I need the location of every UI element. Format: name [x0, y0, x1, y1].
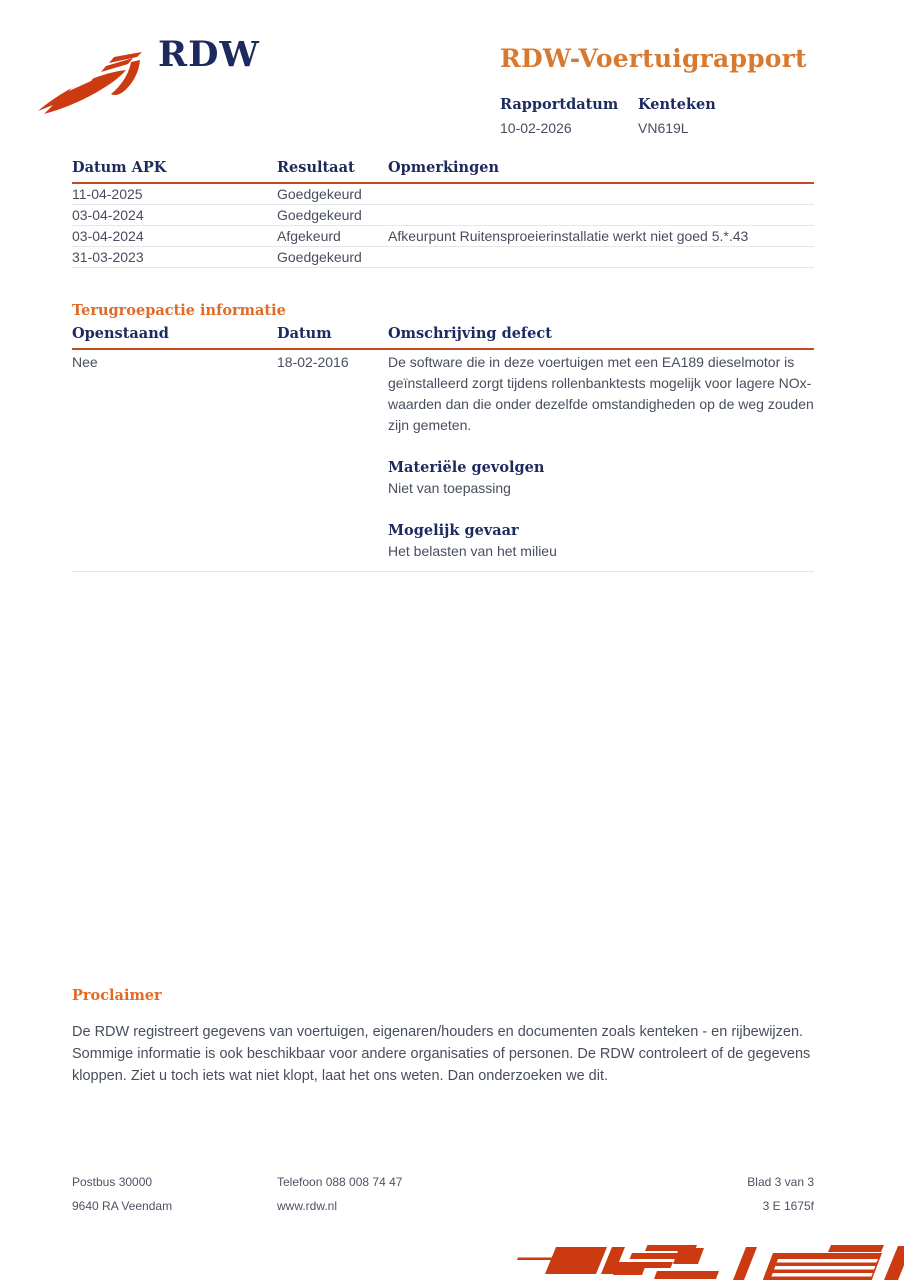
footer-form-code: 3 E 1675f [762, 1199, 814, 1213]
apk-resultaat: Afgekeurd [277, 228, 341, 244]
license-plate-block [638, 96, 716, 136]
footer-contact [277, 1170, 747, 1218]
apk-opmerkingen [388, 247, 814, 267]
report-meta [500, 96, 716, 136]
speed-stripes-graphic [500, 1234, 904, 1280]
page-footer [72, 1170, 814, 1218]
recall-description: De software die in deze voertuigen met een EA189 dieselmotor is geïnstalleerd zorgt tijdens rollenbanktests mogelijk voor lagere NOx-waarden dan die onder dezelfde omstandigheden op de weg zouden zijn gemeten. [388, 354, 814, 433]
apk-resultaat: Goedgekeurd [277, 207, 362, 223]
license-plate-value: VN619L [638, 120, 689, 136]
recall-col-datum: Datum [277, 325, 332, 342]
apk-opmerkingen: Afkeurpunt Ruitensproeierinstallatie werkt niet goed 5.*.43 [388, 228, 749, 244]
apk-col-resultaat: Resultaat [277, 159, 355, 176]
table-row [72, 350, 814, 572]
recall-col-openstaand: Openstaand [72, 325, 169, 342]
table-row [72, 226, 814, 247]
proclaimer-text: De RDW registreert gegevens van voertuigen, eigenaren/houders en documenten zoals kenteken - en rijbewijzen. Sommige informatie is ook beschikbaar voor andere organisaties of personen. De RDW controleert of de gegevens kloppen. Ziet u toch iets wat niet klopt, laat het ons weten. Dan onderzoeken we dit. [72, 1024, 811, 1084]
table-row [72, 184, 814, 205]
apk-col-datum: Datum APK [72, 159, 167, 176]
apk-datum: 03-04-2024 [72, 207, 144, 223]
recall-danger-heading: Mogelijk gevaar [388, 522, 519, 539]
recall-detail [388, 352, 814, 562]
apk-resultaat: Goedgekeurd [277, 186, 362, 202]
proclaimer-title: Proclaimer [72, 987, 162, 1004]
recall-col-omschrijving: Omschrijving defect [388, 325, 552, 342]
apk-table-header [72, 159, 814, 184]
report-date-value: 10-02-2026 [500, 120, 572, 136]
table-row [72, 247, 814, 268]
recall-datum: 18-02-2016 [277, 354, 349, 370]
apk-datum: 11-04-2025 [72, 186, 143, 202]
report-date-block [500, 96, 638, 136]
footer-website: www.rdw.nl [277, 1199, 338, 1213]
recall-section [72, 303, 814, 572]
footer-city: 9640 RA Veendam [72, 1199, 173, 1213]
recall-danger-text: Het belasten van het milieu [388, 543, 557, 559]
footer-page-number: Blad 3 van 3 [747, 1175, 814, 1189]
footer-postbus: Postbus 30000 [72, 1175, 153, 1189]
recall-openstaand: Nee [72, 354, 98, 370]
apk-table [72, 159, 814, 268]
footer-address [72, 1170, 277, 1218]
apk-opmerkingen [388, 184, 814, 204]
apk-col-opmerkingen: Opmerkingen [388, 159, 499, 176]
apk-opmerkingen [388, 205, 814, 225]
apk-datum: 03-04-2024 [72, 228, 144, 244]
apk-resultaat: Goedgekeurd [277, 249, 362, 265]
page-title: RDW-Voertuigrapport [500, 44, 807, 73]
report-date-label: Rapportdatum [500, 96, 619, 113]
recall-consequences-heading: Materiële gevolgen [388, 459, 545, 476]
recall-consequences-text: Niet van toepassing [388, 480, 511, 496]
footer-page-info [747, 1170, 814, 1218]
proclaimer-section [72, 988, 814, 1087]
table-row [72, 205, 814, 226]
recall-section-title: Terugroepactie informatie [72, 302, 286, 319]
apk-datum: 31-03-2023 [72, 249, 144, 265]
rdw-feather-icon [36, 52, 148, 114]
recall-table-header [72, 325, 814, 350]
rdw-logo-text: RDW [158, 34, 260, 75]
footer-phone: Telefoon 088 008 74 47 [277, 1175, 403, 1189]
license-plate-label: Kenteken [638, 96, 716, 113]
